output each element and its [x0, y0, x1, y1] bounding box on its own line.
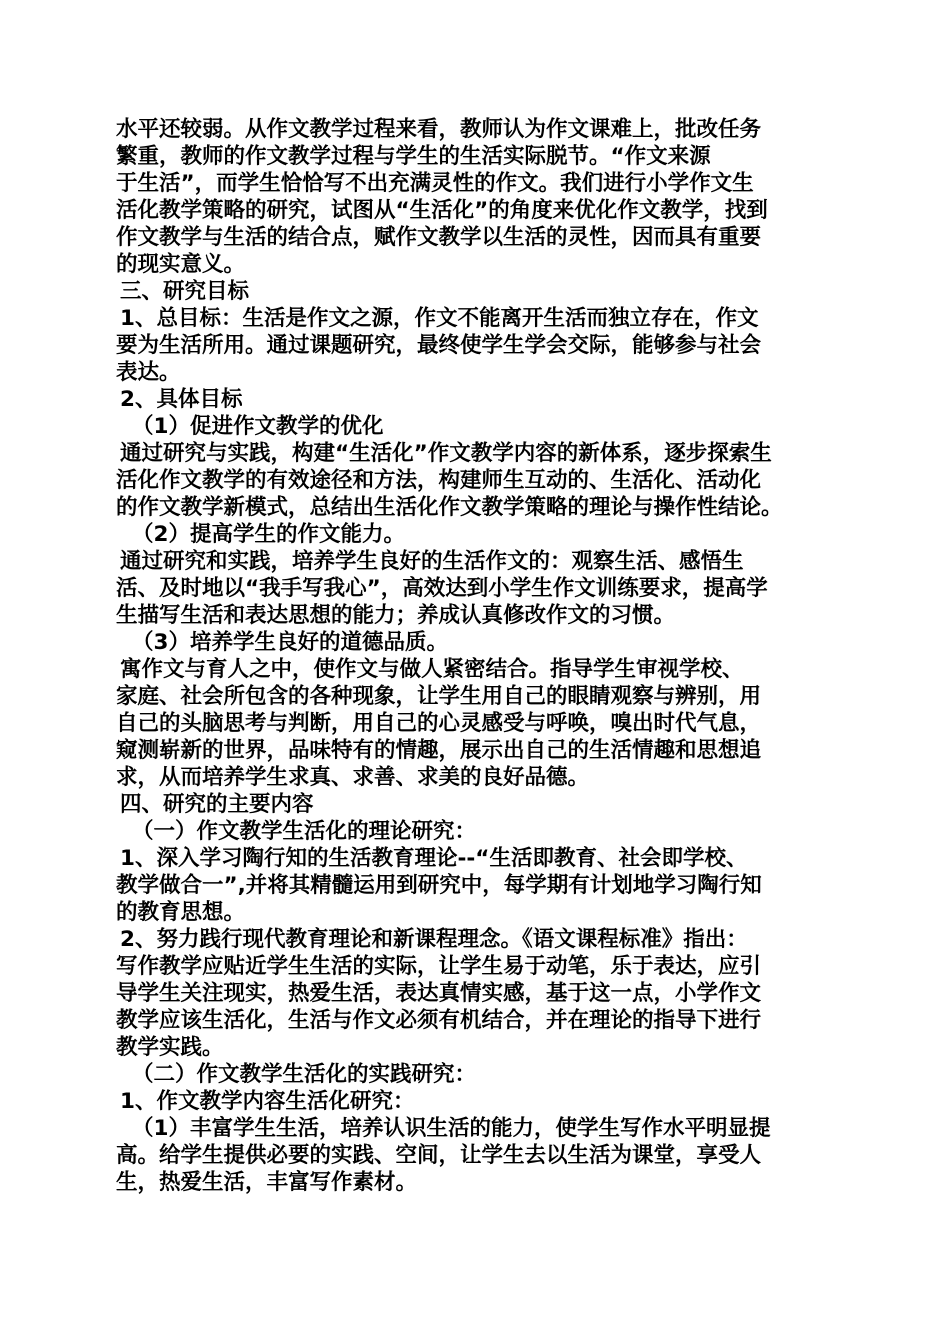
subheading-practice-research: （二）作文教学生活化的实践研究：	[132, 1062, 477, 1087]
body-line: 家庭、社会所包含的各种现象，让学生用自己的眼睛观察与辨别，用	[116, 684, 762, 709]
body-line: 于生活”，而学生恰恰写不出充满灵性的作文。我们进行小学作文生	[116, 171, 754, 196]
body-line: 求，从而培养学生求真、求善、求美的良好品德。	[116, 765, 590, 790]
subheading-goal-3: （3）培养学生良好的道德品质。	[132, 630, 448, 655]
body-line: 导学生关注现实，热爱生活，表达真情实感，基于这一点，小学作文	[116, 981, 762, 1006]
subheading-specific-goals: 2、具体目标	[120, 387, 243, 412]
subheading-goal-1: （1）促进作文教学的优化	[132, 414, 384, 439]
body-line: 寓作文与育人之中，使作文与做人紧密结合。指导学生审视学校、	[120, 657, 744, 682]
body-line: 教学应该生活化，生活与作文必须有机结合，并在理论的指导下进行	[116, 1008, 762, 1033]
body-line: 生描写生活和表达思想的能力；养成认真修改作文的习惯。	[116, 603, 676, 628]
body-line: 1、总目标：生活是作文之源，作文不能离开生活而独立存在，作文	[120, 306, 759, 331]
body-line: 生，热爱生活，丰富写作素材。	[116, 1170, 418, 1195]
body-line: 通过研究和实践，培养学生良好的生活作文的：观察生活、感悟生	[120, 549, 744, 574]
body-line: 活化作文教学的有效途径和方法，构建师生互动的、生活化、活动化	[116, 468, 762, 493]
body-line: 通过研究与实践，构建“生活化”作文教学内容的新体系，逐步探索生	[120, 441, 772, 466]
body-line: （1）丰富学生生活，培养认识生活的能力，使学生写作水平明显提	[132, 1116, 771, 1141]
body-line: 的作文教学新模式，总结出生活化作文教学策略的理论与操作性结论。	[116, 495, 783, 520]
subheading-goal-2: （2）提高学生的作文能力。	[132, 522, 405, 547]
body-line: 水平还较弱。从作文教学过程来看，教师认为作文课难上，批改任务	[116, 117, 762, 142]
body-line: 的现实意义。	[116, 252, 246, 277]
body-line: 的教育思想。	[116, 900, 246, 925]
body-line: 活化教学策略的研究，试图从“生活化”的角度来优化作文教学，找到	[116, 198, 768, 223]
body-line: 表达。	[116, 360, 181, 385]
body-line: 作文教学与生活的结合点，赋作文教学以生活的灵性，因而具有重要	[116, 225, 762, 250]
document-body	[116, 116, 846, 1196]
body-line: 要为生活所用。通过课题研究，最终使学生学会交际，能够参与社会	[116, 333, 762, 358]
section-heading-research-goals: 三、研究目标	[120, 279, 250, 304]
body-line: 高。给学生提供必要的实践、空间，让学生去以生活为课堂，享受人	[116, 1143, 762, 1168]
subheading-theory-research: （一）作文教学生活化的理论研究：	[132, 819, 477, 844]
section-heading-main-content: 四、研究的主要内容	[120, 792, 314, 817]
body-line: 1、深入学习陶行知的生活教育理论--“生活即教育、社会即学校、	[120, 846, 748, 871]
body-line: 2、努力践行现代教育理论和新课程理念。《语文课程标准》指出：	[120, 927, 748, 952]
body-line: 1、作文教学内容生活化研究：	[120, 1089, 415, 1114]
body-line: 窥测崭新的世界，品味特有的情趣，展示出自己的生活情趣和思想追	[116, 738, 762, 763]
body-line: 自己的头脑思考与判断，用自己的心灵感受与呼唤，嗅出时代气息，	[116, 711, 762, 736]
body-line: 教学做合一”,并将其精髓运用到研究中，每学期有计划地学习陶行知	[116, 873, 762, 898]
body-line: 写作教学应贴近学生生活的实际，让学生易于动笔，乐于表达，应引	[116, 954, 762, 979]
body-line: 活、及时地以“我手写我心”，高效达到小学生作文训练要求，提高学	[116, 576, 768, 601]
body-line: 繁重，教师的作文教学过程与学生的生活实际脱节。“作文来源	[116, 144, 711, 169]
body-line: 教学实践。	[116, 1035, 224, 1060]
